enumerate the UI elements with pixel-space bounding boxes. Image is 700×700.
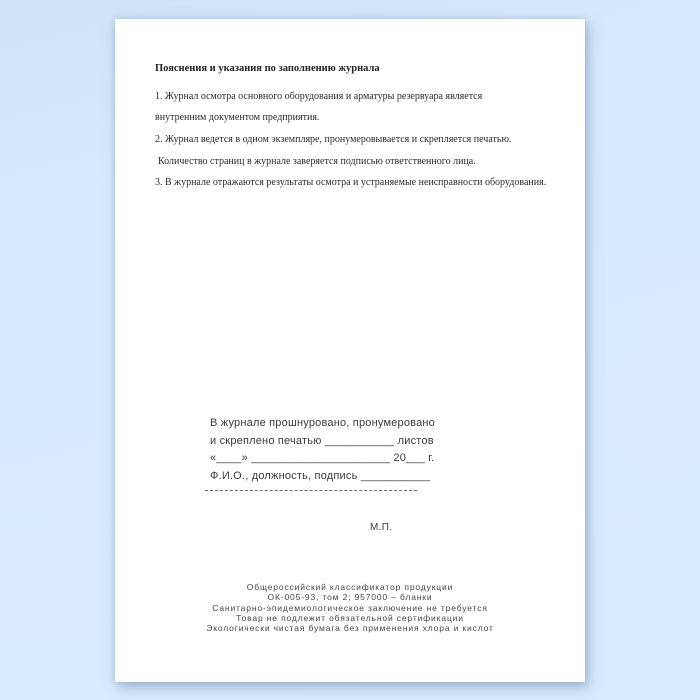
document-page bbox=[115, 19, 585, 682]
certification-line-4: Ф.И.О., должность, подпись ___________ bbox=[210, 469, 431, 482]
footer-block bbox=[115, 582, 585, 633]
certification-line-2: и скреплено печатью ___________ листов bbox=[210, 434, 434, 447]
stamp-place-label: М.П. bbox=[370, 522, 393, 533]
section-heading: Пояснения и указания по заполнению журнала bbox=[155, 63, 380, 74]
footer-line-3: Санитарно-эпидемиологическое заключение не требуется bbox=[212, 602, 488, 613]
instruction-line-2: внутренним документом предприятия. bbox=[155, 112, 320, 123]
signature-dashed-line bbox=[205, 490, 417, 491]
footer-line-4: Товар не подлежит обязательной сертификации bbox=[236, 612, 464, 623]
instruction-line-5: 3. В журнале отражаются результаты осмотра и устраняемые неисправности оборудования. bbox=[155, 177, 547, 188]
footer-line-1: Общероссийский классификатор продукции bbox=[246, 582, 454, 592]
instruction-line-4: Количество страниц в журнале заверяется подписью ответственного лица. bbox=[158, 156, 476, 167]
footer-line-2: ОК-005-93, том 2; 957000 – бланки bbox=[267, 592, 433, 603]
certification-line-1: В журнале прошнуровано, пронумеровано bbox=[210, 417, 435, 429]
instruction-line-1: 1. Журнал осмотра основного оборудования и арматуры резервуара является bbox=[155, 91, 483, 102]
certification-line-3: «____» ______________________ 20___ г. bbox=[210, 452, 435, 464]
instruction-line-3: 2. Журнал ведется в одном экземпляре, пронумеровывается и скрепляется печатью. bbox=[155, 134, 512, 145]
footer-line-5: Экологически чистая бумага без применения хлора и кислот bbox=[206, 623, 494, 634]
certification-block bbox=[210, 415, 435, 485]
